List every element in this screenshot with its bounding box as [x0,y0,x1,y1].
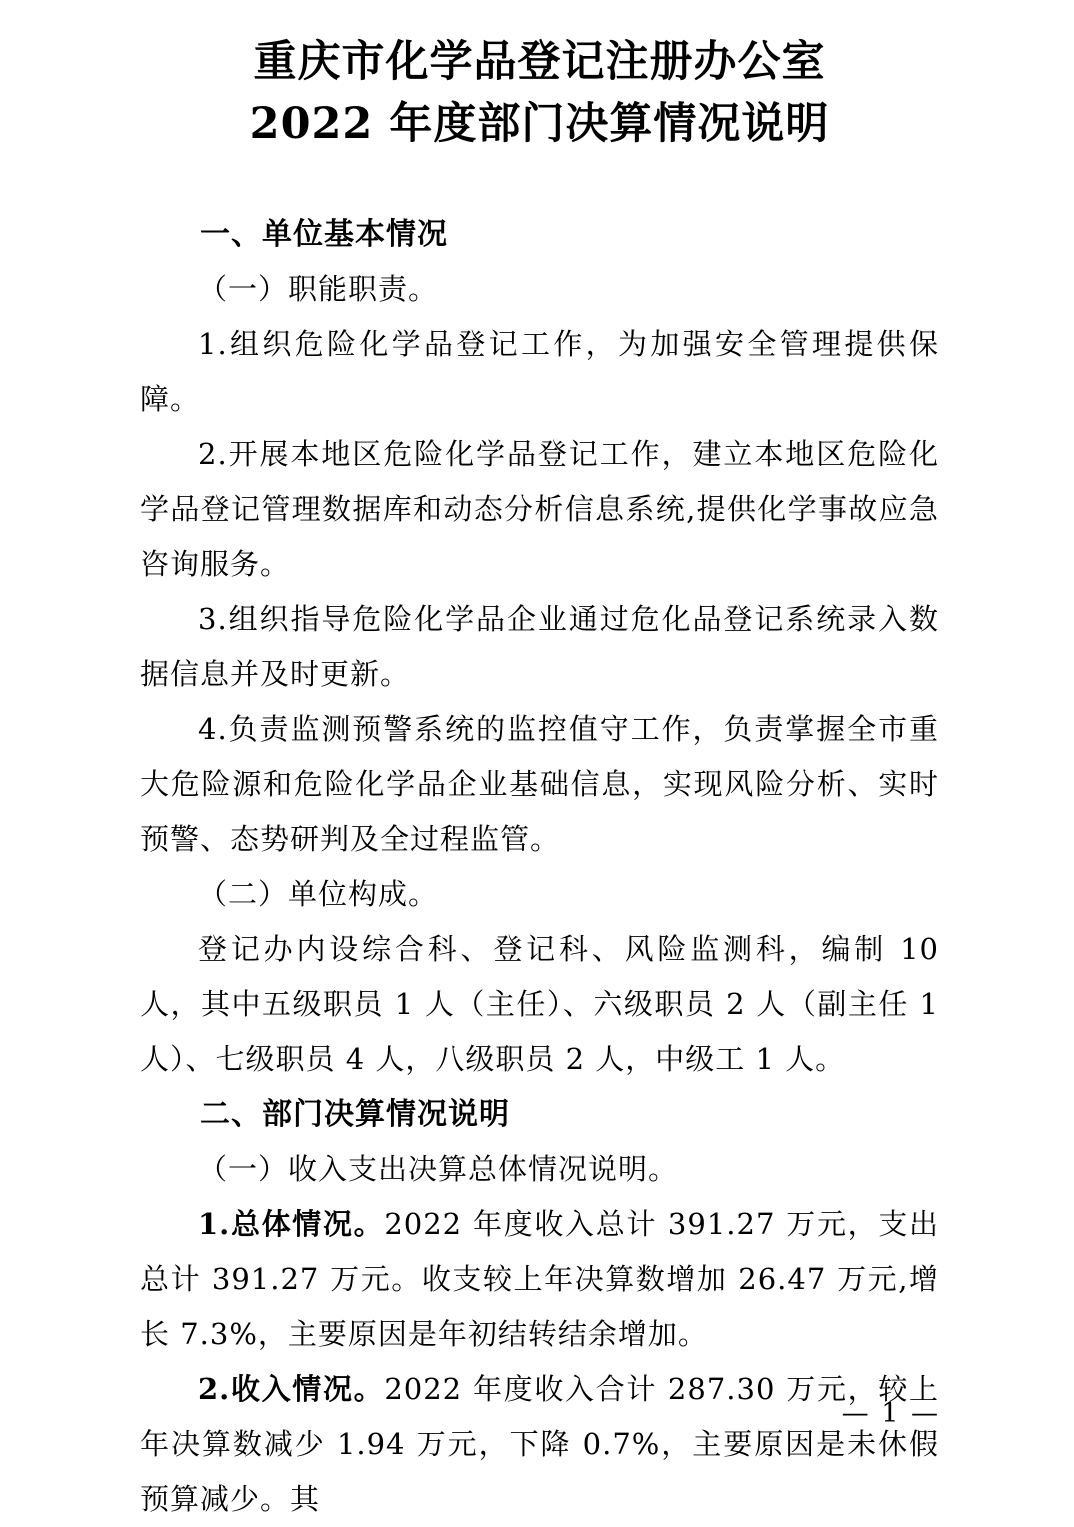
section-heading-1: 一、单位基本情况 [200,217,448,251]
subsection-heading-1-1: （一）职能职责。 [198,271,439,306]
paragraph-duty-4: 4.负责监测预警系统的监控值守工作，负责掌握全市重大危险源和危险化学品企业基础信息，实现风险分析、实时预警、态势研判及全过程监管。 [140,711,939,856]
document-title [140,31,939,155]
paragraph-duty-2: 2.开展本地区危险化学品登记工作，建立本地区危险化学品登记管理数据库和动态分析信息系统,提供化学事故应急咨询服务。 [140,436,939,581]
document-title-line1: 重庆市化学品登记注册办公室 [253,36,826,87]
subsection-heading-1-2: （二）单位构成。 [198,876,439,911]
document-title-line2: 2022 年度部门决算情况说明 [249,98,830,149]
paragraph-overall-text: 2022 年度收入总计 391.27 万元，支出总计 391.27 万元。收支较上年决算数增加 26.47 万元,增长 7.3%，主要原因是年初结转结余增加。 [140,1206,939,1351]
paragraph-overall-lead: 1.总体情况。 [198,1206,385,1241]
paragraph-duty-3: 3.组织指导危险化学品企业通过危化品登记系统录入数据信息并及时更新。 [140,601,939,691]
section-heading-2: 二、部门决算情况说明 [200,1097,510,1131]
subsection-heading-2-1: （一）收入支出决算总体情况说明。 [198,1151,679,1186]
paragraph-duty-1: 1.组织危险化学品登记工作，为加强安全管理提供保障。 [140,326,939,416]
paragraph-staffing: 登记办内设综合科、登记科、风险监测科，编制 10 人，其中五级职员 1 人（主任）、六级职员 2 人（副主任 1 人）、七级职员 4 人，八级职员 2 人，中级工 1 人。 [140,931,939,1076]
page-number: — 1 — [841,1398,940,1429]
paragraph-overall-situation [140,1197,939,1362]
paragraph-income-situation [140,1362,939,1527]
document-body [140,207,939,1527]
paragraph-income-text: 2022 年度收入合计 287.30 万元，较上年决算数减少 1.94 万元，下降 0.7%，主要原因是未休假预算减少。其 [140,1371,939,1516]
paragraph-income-lead: 2.收入情况。 [198,1371,385,1406]
